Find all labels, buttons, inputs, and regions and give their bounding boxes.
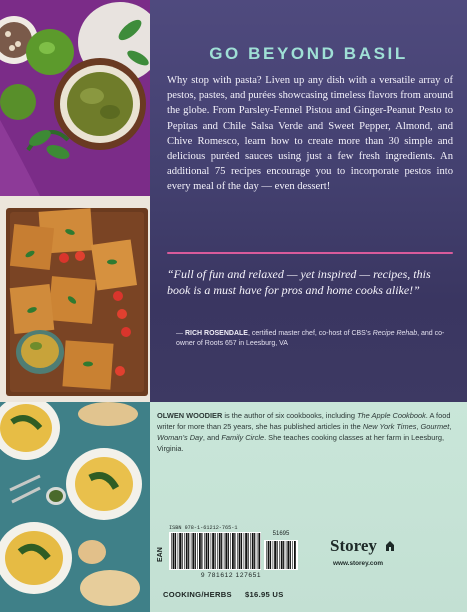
barcode-bar [237, 533, 238, 569]
barcode-bar [232, 533, 234, 569]
bio-pub-3: Woman’s Day [157, 433, 203, 442]
price-label: $16.95 US [245, 590, 284, 599]
bio-pub-2: Gourmet [420, 422, 450, 431]
barcode-bar [179, 533, 181, 569]
barcode-bar [184, 533, 185, 569]
barcode-bar [208, 533, 209, 569]
barcode-bar [283, 541, 284, 569]
barcode-bar [294, 541, 296, 569]
barcode-bar [281, 541, 283, 569]
barcode-bar [206, 533, 208, 569]
bio-text-4: , [449, 422, 452, 431]
barcode-bar [175, 533, 176, 569]
barcode-bar [225, 533, 227, 569]
barcode-bar [201, 533, 202, 569]
bio-text-3: , [416, 422, 421, 431]
barcode-bar [188, 533, 189, 569]
category-label: COOKING/HERBS [163, 590, 232, 599]
isbn-number: ISBN 978-1-61212-765-1 [169, 525, 238, 531]
barcode-bar [195, 533, 196, 569]
endorser-name: RICH ROSENDALE [184, 330, 248, 337]
barcode-bar [211, 533, 212, 569]
barcode-bar [186, 533, 188, 569]
bio-text-6: . She teaches cooking classes at her farm in Leesburg, Virginia. [157, 433, 445, 453]
barcode-bar [215, 533, 216, 569]
publisher-website: www.storey.com [333, 560, 384, 567]
barcode-bar [257, 533, 258, 569]
barcode-bar [258, 533, 260, 569]
barcode-bar [270, 541, 271, 569]
barcode-bar [224, 533, 225, 569]
bio-text-2: . A food writer for more than 25 years, she has published articles in the [157, 411, 451, 431]
barcode-bar [241, 533, 242, 569]
barcode-bar [286, 541, 287, 569]
endorser-show: Recipe Rehab [372, 330, 418, 337]
barcode-bar [230, 533, 231, 569]
barcode-bar [219, 533, 221, 569]
bio-pub-1: New York Times [362, 422, 417, 431]
barcode-addon-bars [264, 540, 298, 570]
barcode-bar [279, 541, 280, 569]
barcode-bar [244, 533, 245, 569]
publisher-barn-icon [385, 540, 395, 552]
barcode-bar [290, 541, 291, 569]
barcode-bar [178, 533, 179, 569]
barcode-bar [266, 541, 267, 569]
barcode-bar [277, 541, 278, 569]
barcode-bar [221, 533, 222, 569]
author-bio [157, 410, 459, 454]
barcode-bar [228, 533, 229, 569]
barcode-bar [292, 541, 293, 569]
barcode-bar [191, 533, 192, 569]
barcode-bar [199, 533, 201, 569]
barcode-bars [169, 532, 261, 570]
author-name: OLWEN WOODIER [157, 411, 223, 420]
bio-text-1: is the author of six cookbooks, including [222, 411, 358, 420]
photo-pesto-bowl [0, 0, 150, 196]
barcode-bar [234, 533, 235, 569]
bio-pub-4: Family Circle [221, 433, 265, 442]
publisher-logo: Storey [330, 536, 377, 555]
barcode-bar [274, 541, 276, 569]
barcode-bar [182, 533, 183, 569]
barcode-addon-number: 51695 [272, 531, 290, 537]
headline: GO BEYOND BASIL [209, 44, 408, 63]
barcode-bar [287, 541, 289, 569]
barcode-bar [212, 533, 214, 569]
barcode-digits: 9 781612 127651 [200, 572, 262, 579]
endorsement-quote: “Full of fun and relaxed — yet inspired — recipes, this book is a must have for pros and home cooks alike!” [167, 267, 431, 297]
barcode-bar [171, 533, 172, 569]
photo-soup-bowls [0, 402, 150, 612]
barcode-bar [248, 533, 249, 569]
barcode-bar [254, 533, 255, 569]
barcode-bar [252, 533, 254, 569]
bio-book-title: The Apple Cookbook [357, 411, 426, 420]
ean-label: EAN [157, 547, 164, 563]
endorser-desc-2: , and co-owner of Roots 657 in Leesburg, VA [176, 330, 445, 347]
intro-paragraph: Why stop with pasta? Liven up any dish with a versatile array of pestos, pastes, and purées showcasing timeless flavors from around the globe. From Parsley-Fennel Pistou and Ginger-Peanut Pesto to Pepitas and Chile Salsa Verde and Sweet Pepper, Almond, and Chive Romesco, learn how to create more than 30 simple and delicious puréed sauces using just a few fresh ingredients. An additional 75 recipes encourage you to incorporate pestos into every meal of the day — even dessert! [167, 75, 453, 193]
barcode-bar [204, 533, 205, 569]
attribution-dash: — [176, 330, 185, 337]
barcode-bar [250, 533, 251, 569]
barcode-addon [264, 540, 298, 570]
barcode [169, 532, 261, 570]
barcode-bar [245, 533, 247, 569]
bio-text-5: , and [202, 433, 222, 442]
barcode-bar [273, 541, 274, 569]
photo-frittata-board [0, 196, 150, 402]
pink-divider [167, 252, 453, 254]
barcode-bar [239, 533, 241, 569]
barcode-bar [173, 533, 175, 569]
barcode-bar [268, 541, 270, 569]
endorsement-attribution [176, 329, 458, 349]
barcode-bar [192, 533, 194, 569]
endorser-desc-1: , certified master chef, co-host of CBS’s [247, 330, 373, 337]
barcode-bar [217, 533, 218, 569]
barcode-bar [197, 533, 198, 569]
